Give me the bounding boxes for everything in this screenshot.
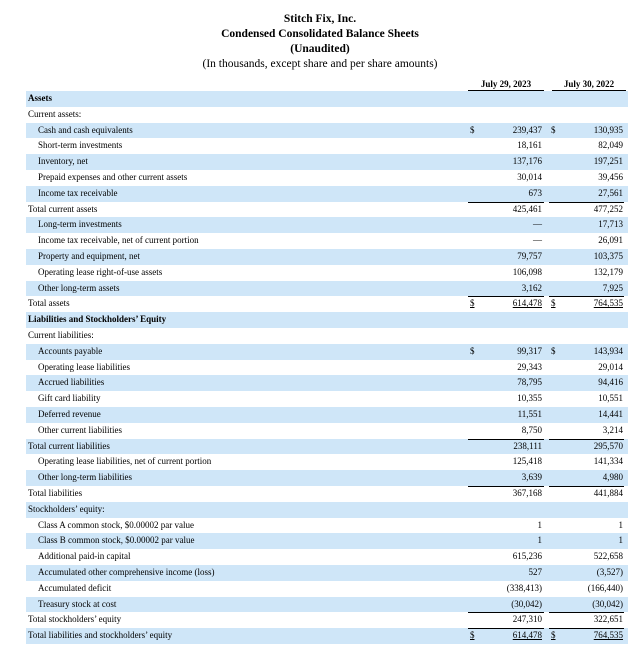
subtotal-rule	[549, 612, 624, 613]
row-label: Property and equipment, net	[38, 250, 140, 261]
table-row	[26, 170, 628, 186]
row-label: Total current assets	[28, 203, 98, 214]
value-2023: 425,461	[512, 203, 542, 214]
value-2022: 522,658	[593, 551, 623, 562]
table-row	[26, 549, 628, 565]
value-2023: 106,098	[512, 266, 542, 277]
subtotal-rule	[549, 486, 624, 487]
column-header-2022: July 30, 2022	[563, 79, 615, 89]
row-label: Total liabilities and stockholders’ equity	[28, 630, 173, 641]
table-row	[26, 628, 628, 644]
value-2023: 99,317	[517, 345, 542, 356]
value-2022: 1	[618, 519, 623, 530]
table-row	[26, 202, 628, 218]
row-label: Current liabilities:	[28, 329, 94, 340]
value-2023: 614,478	[512, 298, 542, 309]
value-2022: (166,440)	[587, 582, 623, 593]
value-2022: 29,014	[598, 361, 623, 372]
value-2022: 197,251	[593, 156, 623, 167]
row-label: Total stockholders’ equity	[28, 614, 122, 625]
value-2022: 39,456	[598, 171, 623, 182]
subtotal-rule	[468, 296, 544, 297]
value-2023: 239,437	[512, 124, 542, 135]
table-row	[26, 249, 628, 265]
row-label: Additional paid-in capital	[38, 551, 131, 562]
value-2023: 614,478	[512, 630, 542, 641]
value-2023: 11,551	[517, 408, 542, 419]
value-2023: 10,355	[517, 393, 542, 404]
value-2022: 764,535	[593, 630, 623, 641]
value-2022: 7,925	[602, 282, 623, 293]
row-label: Gift card liability	[38, 393, 101, 404]
row-label: Total current liabilities	[28, 440, 110, 451]
row-label: Treasury stock at cost	[38, 598, 117, 609]
value-2023: 615,236	[512, 551, 542, 562]
table-row	[26, 344, 628, 360]
row-label: Accumulated other comprehensive income (loss)	[38, 566, 215, 577]
value-2023: 78,795	[517, 377, 542, 388]
value-2023: 137,176	[512, 156, 542, 167]
row-label: Operating lease right-of-use assets	[38, 266, 163, 277]
table-row	[26, 217, 628, 233]
value-2022: 82,049	[598, 140, 623, 151]
company-name: Stitch Fix, Inc.	[283, 13, 357, 25]
table-row	[26, 296, 628, 312]
currency-symbol-2022: $	[551, 345, 556, 356]
row-label: Accrued liabilities	[38, 377, 105, 388]
value-2022: 132,179	[593, 266, 623, 277]
table-row	[26, 233, 628, 249]
table-row	[26, 581, 628, 597]
row-label: Other long-term liabilities	[38, 472, 132, 483]
table-row	[26, 486, 628, 502]
units-note: (In thousands, except share and per share amounts)	[202, 58, 438, 70]
value-2022: 764,535	[593, 298, 623, 309]
table-row	[26, 470, 628, 486]
table-row	[26, 533, 628, 549]
value-2023: 3,162	[521, 282, 542, 293]
subtotal-rule	[549, 439, 624, 440]
table-row	[26, 186, 628, 202]
table-row	[26, 391, 628, 407]
row-label: Assets	[28, 93, 52, 103]
value-2023: 367,168	[512, 487, 542, 498]
value-2022: (30,042)	[592, 598, 623, 609]
value-2022: 441,884	[593, 487, 623, 498]
subtotal-rule	[549, 202, 624, 203]
subtotal-rule	[468, 628, 544, 629]
row-label: Prepaid expenses and other current assets	[38, 171, 188, 182]
value-2023: 3,639	[521, 472, 542, 483]
table-row	[26, 312, 628, 328]
value-2022: 1	[618, 535, 623, 546]
row-label: Accumulated deficit	[38, 582, 112, 593]
table-row	[26, 154, 628, 170]
value-2023: 30,014	[517, 171, 542, 182]
row-label: Liabilities and Stockholders’ Equity	[28, 314, 167, 325]
row-label: Class A common stock, $0.00002 par value	[38, 519, 194, 530]
statement-subtitle: (Unaudited)	[290, 43, 350, 55]
value-2022: 295,570	[593, 440, 623, 451]
value-2022: 103,375	[593, 250, 623, 261]
row-label: Inventory, net	[38, 156, 88, 167]
value-2023: 29,343	[517, 361, 542, 372]
table-row	[26, 360, 628, 376]
value-2022: 3,214	[602, 424, 623, 435]
table-row	[26, 423, 628, 439]
currency-symbol-2023: $	[470, 345, 475, 356]
subtotal-rule	[468, 439, 544, 440]
value-2023: 673	[528, 187, 542, 198]
value-2022: 17,713	[598, 219, 623, 230]
row-label: Income tax receivable	[38, 187, 118, 198]
currency-symbol-2023: $	[470, 124, 475, 135]
currency-symbol-2022: $	[551, 298, 556, 309]
value-2022: 10,551	[598, 393, 623, 404]
value-2023: 8,750	[521, 424, 542, 435]
value-2022: 141,334	[593, 456, 623, 467]
value-2023: 247,310	[512, 614, 542, 625]
value-2023: (338,413)	[506, 582, 542, 593]
value-2022: (3,527)	[596, 566, 623, 577]
row-label: Deferred revenue	[38, 408, 101, 419]
row-label: Other current liabilities	[38, 424, 122, 435]
table-row	[26, 91, 628, 107]
table-row	[26, 518, 628, 534]
currency-symbol-2022: $	[551, 630, 556, 641]
currency-symbol-2022: $	[551, 124, 556, 135]
value-2022: 322,651	[593, 614, 623, 625]
currency-symbol-2023: $	[470, 298, 475, 309]
table-row	[26, 107, 628, 123]
row-label: Income tax receivable, net of current portion	[38, 235, 199, 246]
table-row	[26, 123, 628, 139]
row-label: Accounts payable	[38, 345, 103, 356]
value-2023: 1	[537, 519, 542, 530]
value-2023: (30,042)	[511, 598, 542, 609]
table-row	[26, 565, 628, 581]
value-2023: 1	[537, 535, 542, 546]
table-row	[26, 597, 628, 613]
value-2023: —	[533, 219, 542, 230]
subtotal-rule	[549, 296, 624, 297]
value-2022: 130,935	[593, 124, 623, 135]
value-2023: 18,161	[517, 140, 542, 151]
currency-symbol-2023: $	[470, 630, 475, 641]
table-row	[26, 138, 628, 154]
row-label: Operating lease liabilities, net of current portion	[38, 456, 212, 467]
balance-sheet-table	[26, 91, 628, 644]
column-header-2023: July 29, 2023	[480, 79, 532, 89]
table-row	[26, 265, 628, 281]
subtotal-rule	[468, 612, 544, 613]
statement-header	[0, 12, 640, 72]
row-label: Other long-term assets	[38, 282, 120, 293]
value-2022: 27,561	[598, 187, 623, 198]
row-label: Total liabilities	[28, 487, 83, 498]
table-row	[26, 281, 628, 297]
row-label: Operating lease liabilities	[38, 361, 130, 372]
value-2022: 477,252	[593, 203, 623, 214]
value-2022: 143,934	[593, 345, 623, 356]
statement-title: Condensed Consolidated Balance Sheets	[221, 28, 419, 40]
row-label: Current assets:	[28, 108, 82, 119]
subtotal-rule	[549, 628, 624, 629]
subtotal-rule	[468, 202, 544, 203]
table-row	[26, 502, 628, 518]
table-row	[26, 407, 628, 423]
value-2023: 238,111	[513, 440, 542, 451]
row-label: Total assets	[28, 298, 70, 309]
row-label: Long-term investments	[38, 219, 122, 230]
table-row	[26, 454, 628, 470]
table-row	[26, 328, 628, 344]
value-2023: 79,757	[517, 250, 542, 261]
value-2022: 26,091	[598, 235, 623, 246]
table-row	[26, 612, 628, 628]
row-label: Stockholders’ equity:	[28, 503, 105, 514]
row-label: Cash and cash equivalents	[38, 124, 133, 135]
value-2022: 94,416	[598, 377, 623, 388]
table-row	[26, 375, 628, 391]
value-2023: —	[533, 235, 542, 246]
row-label: Short-term investments	[38, 140, 123, 151]
subtotal-rule	[468, 486, 544, 487]
table-row	[26, 439, 628, 455]
value-2023: 527	[528, 566, 542, 577]
value-2022: 4,980	[602, 472, 623, 483]
row-label: Class B common stock, $0.00002 par value	[38, 535, 195, 546]
value-2022: 14,441	[598, 408, 623, 419]
value-2023: 125,418	[512, 456, 542, 467]
